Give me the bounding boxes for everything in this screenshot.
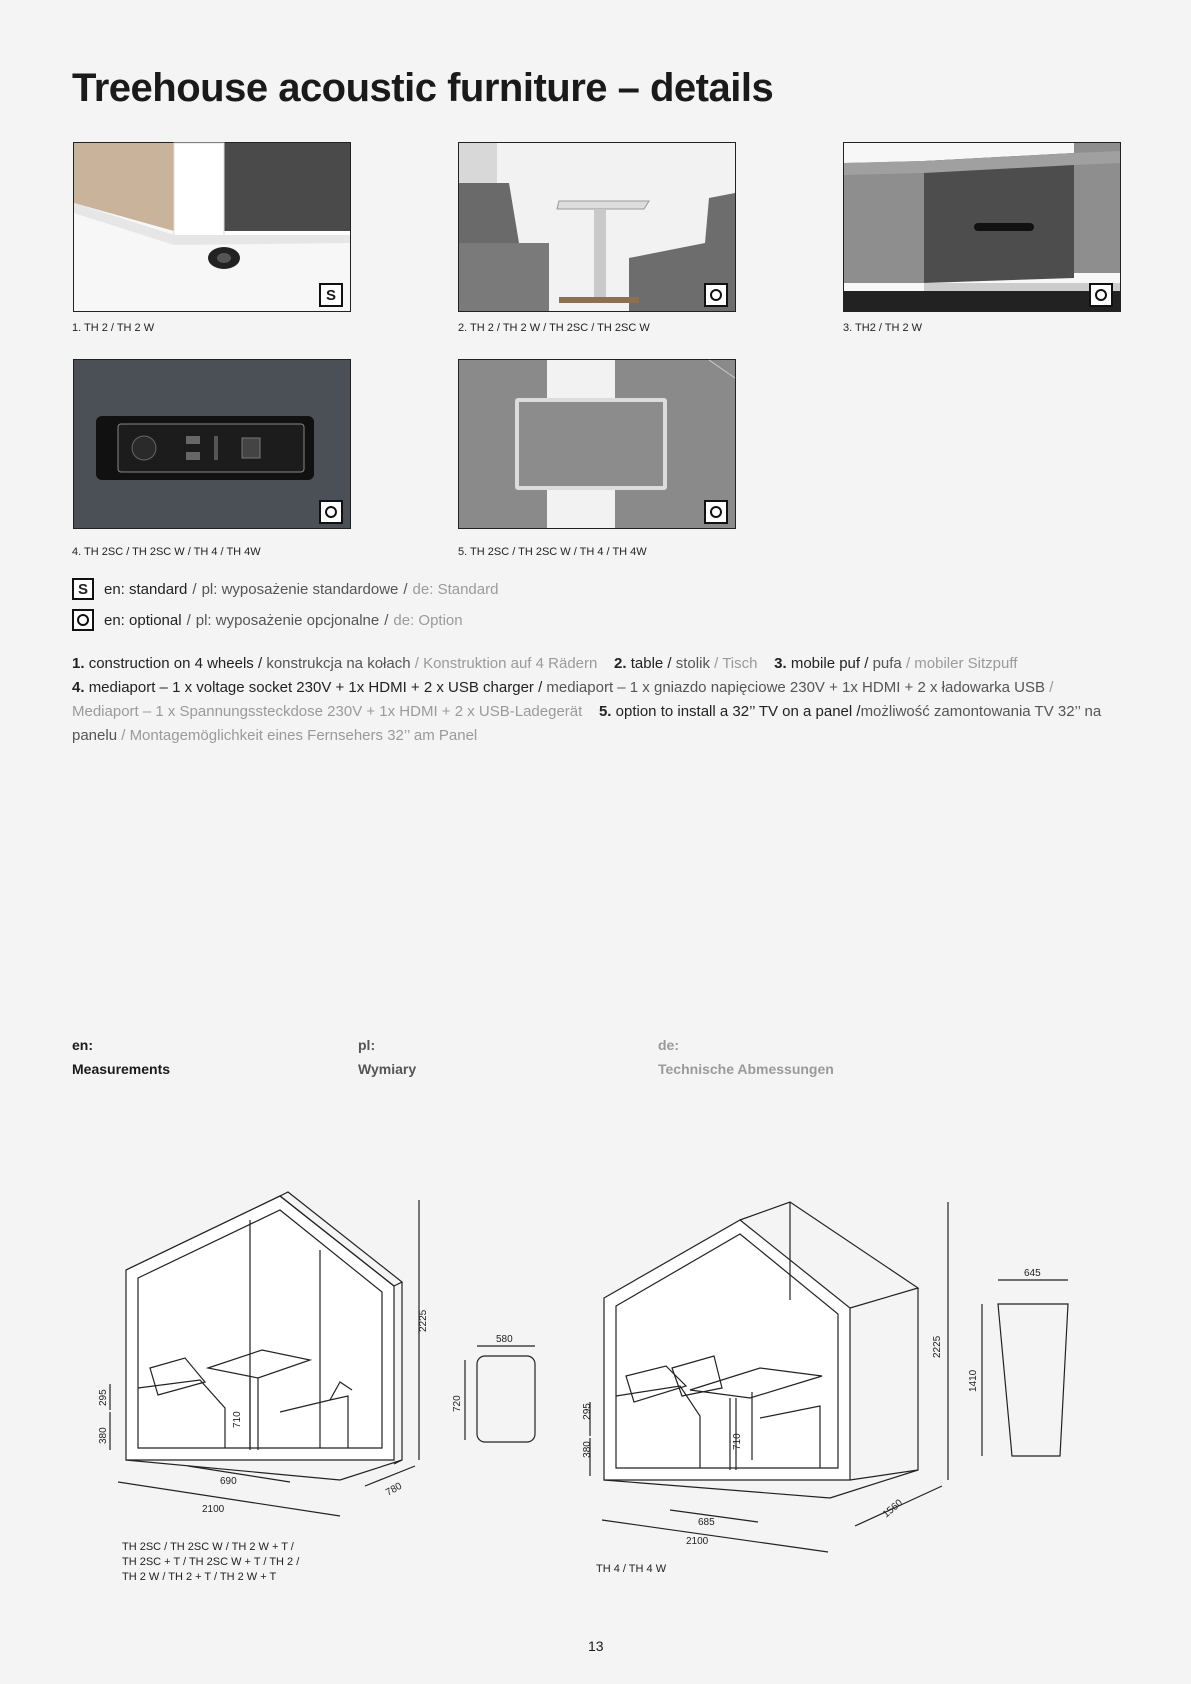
photo-wheels [73,142,351,312]
legend-standard: S en: standard / pl: wyposażenie standardowe / de: Standard [72,578,498,600]
legend-optional-pl: pl: wyposażenie opcjonalne [195,611,380,629]
feature-descriptions: 1. construction on 4 wheels / konstrukcja na kołach / Konstruktion auf 4 Rädern 2. table / stolik / Tisch 3. mobile puf / pufa / mobiler Sitzpuff 4. mediaport – 1 x voltage socket 230V + 1x HDMI + 2 x USB charger / mediaport – 1 x gniazdo napięciowe 230V + 1x HDMI + 2 x ładowarka USB / Mediaport – 1 x Spannungssteckdose 230V + 1x HDMI + 2 x USB-Ladegerät 5. option to install a 32’’ TV on a panel /możliwość zamontowania TV 32’’ na panelu / Montagemöglichkeit eines Fernsehers 32’’ am Panel [72,655,1102,744]
svg-text:710: 710 [732,1433,743,1450]
tv-illustration [459,360,735,528]
legend-standard-en: en: standard [104,580,188,598]
svg-text:2225: 2225 [932,1335,943,1358]
optional-badge [319,500,343,524]
drawing-th2-caption: TH 2SC / TH 2SC W / TH 2 W + T / TH 2SC + T / TH 2SC W + T / TH 2 / TH 2 W / TH 2 + T / TH 2 W + T [122,1541,300,1583]
svg-text:295: 295 [98,1389,109,1406]
standard-badge: S [72,578,94,600]
photo-caption: 2. TH 2 / TH 2 W / TH 2SC / TH 2SC W [458,322,650,334]
photo-caption: 1. TH 2 / TH 2 W [72,322,155,334]
svg-text:1410: 1410 [968,1369,979,1392]
legend-optional-en: en: optional [104,611,182,629]
svg-text:380: 380 [98,1427,109,1444]
photo-caption: 3. TH2 / TH 2 W [843,322,923,334]
measurements-en: en: Measurements [72,1037,171,1077]
svg-text:645: 645 [1024,1268,1041,1279]
table-illustration [459,143,735,311]
measurements-pl: pl: Wymiary [358,1037,417,1077]
drawing-th4-caption: TH 4 / TH 4 W [596,1563,667,1575]
mediaport-illustration [74,360,350,528]
svg-text:685: 685 [698,1517,715,1528]
svg-text:580: 580 [496,1334,513,1345]
standard-badge: S [319,283,343,307]
photo-caption: 4. TH 2SC / TH 2SC W / TH 4 / TH 4W [72,546,261,558]
photo-mobile-puf [843,142,1121,312]
photo-mediaport [73,359,351,529]
photo-tv-panel [458,359,736,529]
photo-caption: 5. TH 2SC / TH 2SC W / TH 4 / TH 4W [458,546,647,558]
optional-badge [704,283,728,307]
optional-badge [72,609,94,631]
page-number: 13 [588,1638,604,1654]
measurements-de: de: Technische Abmessungen [658,1037,834,1077]
legend-optional-de: de: Option [393,611,463,629]
legend-standard-pl: pl: wyposażenie standardowe [201,580,399,598]
optional-badge [704,500,728,524]
drawing-th4 [590,1180,1090,1547]
puf-illustration [844,143,1120,311]
svg-text:1560: 1560 [880,1497,905,1521]
dim-seat-back-right: 295 [581,1403,593,1420]
photo-table [458,142,736,312]
legend-standard-de: de: Standard [412,580,499,598]
svg-text:710: 710 [232,1411,243,1428]
svg-text:2100: 2100 [202,1504,225,1515]
wheels-illustration [74,143,350,311]
optional-badge [1089,283,1113,307]
page-title: Treehouse acoustic furniture – details [72,66,774,110]
svg-text:2225: 2225 [418,1309,429,1332]
drawing-th2 [90,1160,560,1515]
svg-text:780: 780 [384,1480,404,1499]
svg-text:690: 690 [220,1476,237,1487]
svg-text:2100: 2100 [686,1536,709,1547]
dim-seat-right: 380 [581,1441,593,1458]
svg-text:720: 720 [452,1395,463,1412]
legend-optional: en: optional / pl: wyposażenie opcjonalne / de: Option [72,609,463,631]
